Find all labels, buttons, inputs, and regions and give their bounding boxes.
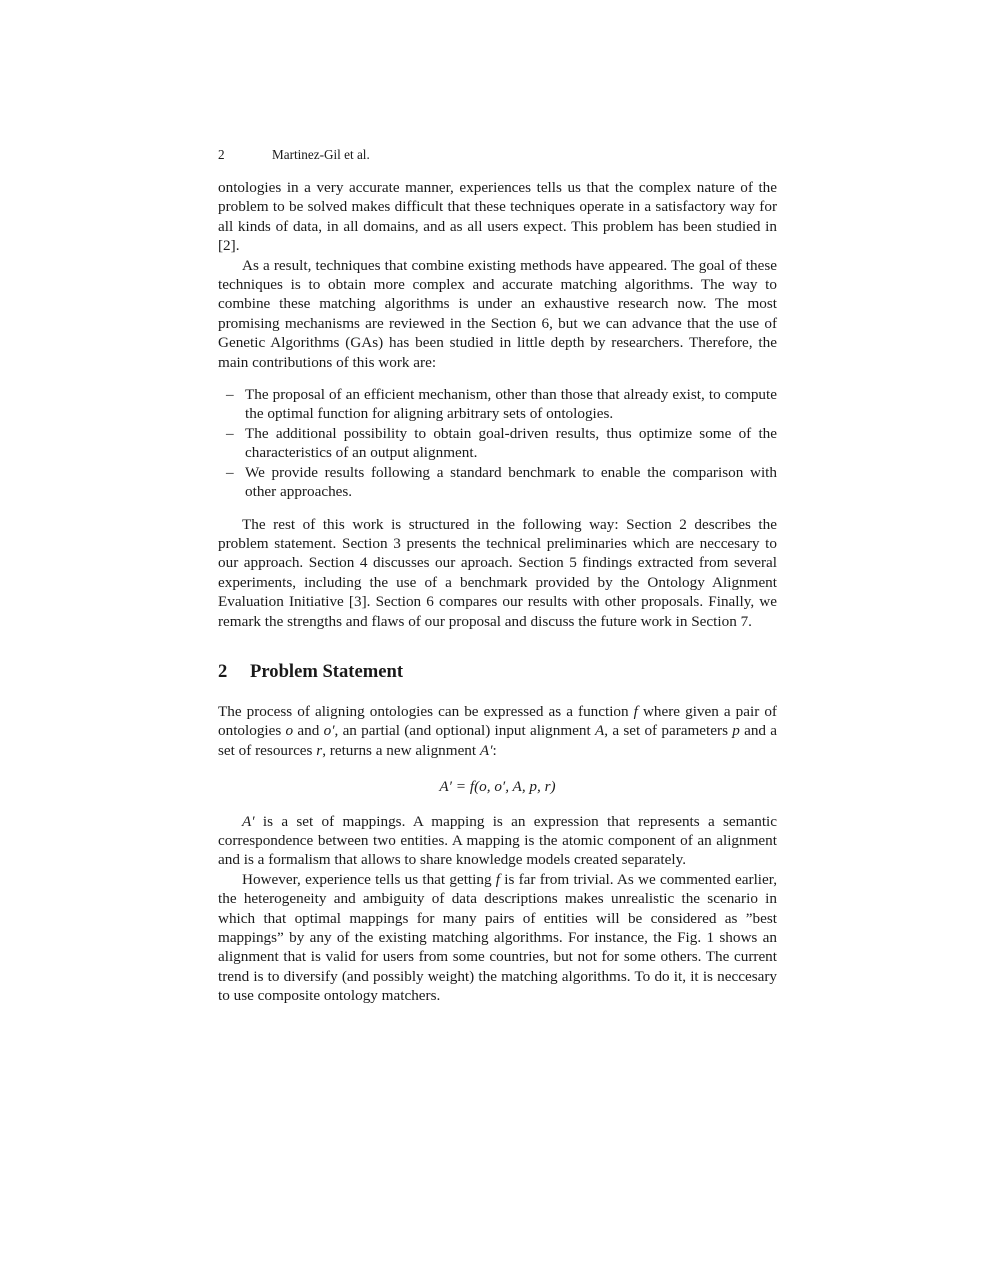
text-run: : — [492, 741, 497, 759]
bullet-dash: – — [226, 424, 234, 442]
list-item — [218, 424, 777, 463]
math-symbol: A′ — [479, 741, 493, 759]
math-symbol: o — [285, 722, 294, 740]
math-symbol: o′ — [323, 722, 335, 740]
list-item — [218, 385, 777, 424]
text-run: is far from trivial. As we commented earlier, the heterogeneity and ambiguity of data descriptions makes unrealistic the scenario in which that optimal mappings for many pairs of entities will be considered as ”best mappings” by any of the existing matching algorithms. For instance, the Fig. 1 shows an alignment that is valid for users from some countries, but not for some others. The current trend is to diversify (and possibly weight) the matching algorithms. To do it, it is neccesary to use composite ontology matchers. — [218, 870, 778, 1005]
math-symbol: p — [732, 722, 740, 740]
list-item-text: The additional possibility to obtain goal-driven results, thus optimize some of the characteristics of an output alignment. — [245, 424, 777, 462]
bullet-dash: – — [226, 463, 234, 481]
text-run: However, experience tells us that getting — [242, 870, 496, 888]
problem-paragraph-2 — [218, 812, 777, 870]
list-item — [218, 463, 777, 502]
paper-page — [218, 146, 777, 1006]
intro-paragraph-1: ontologies in a very accurate manner, experiences tells us that the complex nature of the problem to be solved makes difficult that these techniques operate in a satisfactory way for all kinds of data, in all domains, and as all users expect. This problem has been studied in [2]. — [218, 179, 777, 255]
section-title: Problem Statement — [250, 660, 404, 682]
math-symbol: f — [633, 702, 638, 720]
text-run: The process of aligning ontologies can be expressed as a function — [218, 702, 634, 720]
contributions-list — [218, 385, 777, 501]
text-run: and — [293, 722, 324, 740]
text-run: , an partial (and optional) input alignment — [334, 722, 595, 740]
text-run: and a set of resources — [218, 722, 778, 759]
list-item-text: The proposal of an efficient mechanism, other than those that already exist, to compute the optimal function for aligning arbitrary sets of ontologies. — [245, 386, 777, 423]
intro-paragraph-3: The rest of this work is structured in the following way: Section 2 describes the problem statement. Section 3 presents the technical preliminaries which are neccesary to our approach. Section 4 discusses our aproach. Section 5 findings extracted from several experiments, including the use of a benchmark provided by the Ontology Alignment Evaluation Initiative [3]. Section 6 compares our results with other proposals. Finally, we remark the strengths and flaws of our proposal and discuss the future work in Section 7. — [218, 515, 777, 630]
running-head — [218, 146, 777, 164]
text-run: , a set of parameters — [604, 722, 733, 740]
math-symbol: r — [316, 741, 323, 759]
text-run: where given a pair of ontologies — [218, 702, 777, 740]
section-heading — [218, 661, 777, 683]
problem-paragraph-1 — [218, 702, 777, 760]
page-number: 2 — [218, 147, 225, 162]
math-symbol: f — [495, 870, 501, 888]
list-item-text: We provide results following a standard benchmark to enable the comparison with other approaches. — [245, 463, 777, 501]
section-number: 2 — [218, 660, 228, 682]
equation: A′ = f(o, o′, A, p, r) — [439, 778, 556, 796]
bullet-dash: – — [226, 386, 234, 404]
math-symbol: A — [595, 722, 605, 740]
math-symbol: A′ — [242, 812, 255, 830]
running-head-authors: Martinez-Gil et al. — [272, 147, 370, 162]
text-run: , returns a new alignment — [322, 741, 480, 759]
text-run: is a set of mappings. A mapping is an expression that represents a semantic correspondence between two entities. A mapping is the atomic component of an alignment and is a formalism that allows to share knowledge models created separately. — [218, 812, 777, 869]
intro-paragraph-2: As a result, techniques that combine existing methods have appeared. The goal of these techniques is to obtain more complex and accurate matching algorithms. The way to combine these matching algorithms is under an exhaustive research now. The most promising mechanisms are reviewed in the Section 6, but we can advance that the use of Genetic Algorithms (GAs) has been studied in little depth by researchers. Therefore, the main contributions of this work are: — [218, 256, 777, 371]
problem-paragraph-3 — [218, 870, 777, 1006]
